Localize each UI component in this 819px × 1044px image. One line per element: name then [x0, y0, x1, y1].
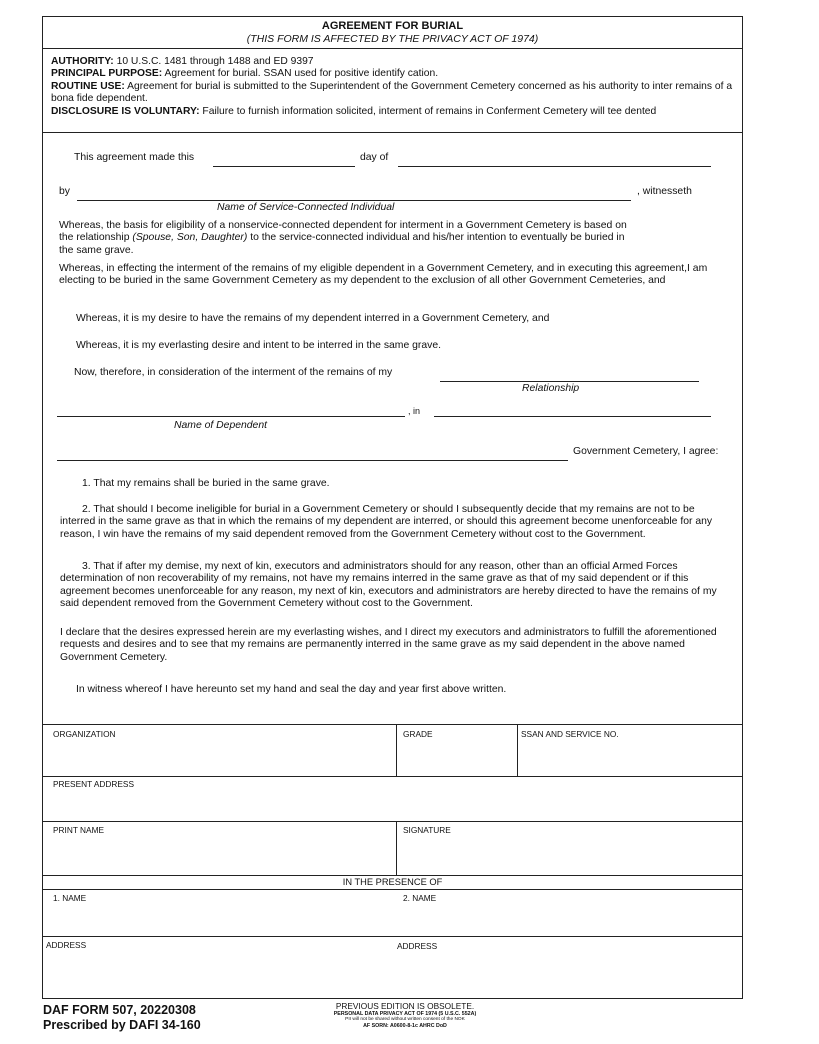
agreement-item-1: 1. That my remains shall be buried in the same grave.	[82, 478, 330, 489]
form-title: AGREEMENT FOR BURIAL	[321, 20, 464, 32]
declaration-paragraph: I declare that the desires expressed herein are my everlasting wishes, and I direct my executors and administrators to fulfill the aforementioned requests and desires and to see that my remains are permanently interred in the same grave as my said dependent in the above named Government Cemetery.	[60, 627, 717, 663]
witness-statement: In witness whereof I have hereunto set my hand and seal the day and year first above written.	[76, 684, 507, 695]
witness-1-address-label: ADDRESS	[46, 940, 87, 950]
divider	[42, 132, 743, 133]
signature-field[interactable]	[397, 836, 742, 874]
witness-2-address-field[interactable]	[397, 952, 742, 997]
divider	[42, 889, 743, 890]
witness-2-address-label: ADDRESS	[397, 941, 438, 951]
organization-field[interactable]	[43, 740, 395, 775]
date-day-field[interactable]	[213, 166, 355, 167]
print-name-label: PRINT NAME	[53, 825, 105, 835]
form-identifier: DAF FORM 507, 20220308 Prescribed by DAFI 34-160	[43, 1003, 201, 1032]
grade-label: GRADE	[403, 729, 433, 739]
print-name-field[interactable]	[43, 836, 395, 874]
in-label: , in	[408, 406, 421, 416]
presence-of-heading: IN THE PRESENCE OF	[342, 877, 443, 887]
dependent-caption: Name of Dependent	[174, 420, 267, 431]
ssan-label: SSAN AND SERVICE NO.	[521, 729, 619, 739]
agreement-item-3: 3. That if after my demise, my next of kin, executors and administrators should for any reason, other than an official Armed Forces determination of non recoverability of my remains, not have my remains interred in the same grave as that of my said dependent or if this agreement becomes unenforceable for any reason, my next of kin, executors and administrators are hereby directed to have the remains of my said dependent removed from the Government Cemetery without cost to the Government.	[60, 561, 717, 609]
agreement-made-this: This agreement made this	[74, 152, 195, 163]
footer-notice: PREVIOUS EDITION IS OBSOLETE. PERSONAL DATA PRIVACY ACT OF 1974 (5 U.S.C. 552A) PII will not be shared without written consent of the NOK AF SORN: A0600-8-1c AHRC DoD	[333, 1001, 477, 1029]
service-individual-name-field[interactable]	[77, 200, 631, 201]
date-month-year-field[interactable]	[398, 166, 711, 167]
divider	[42, 875, 743, 876]
now-therefore: Now, therefore, in consideration of the interment of the remains of my	[74, 367, 393, 378]
divider	[42, 936, 743, 937]
privacy-act-notice: (THIS FORM IS AFFECTED BY THE PRIVACY ACT OF 1974)	[246, 33, 539, 45]
witness-2-name-label: 2. NAME	[403, 893, 437, 903]
signature-label: SIGNATURE	[403, 825, 451, 835]
witness-1-address-field[interactable]	[43, 952, 395, 997]
organization-label: ORGANIZATION	[53, 729, 116, 739]
witness-2-name-field[interactable]	[397, 904, 742, 934]
present-address-label: PRESENT ADDRESS	[53, 779, 134, 789]
cemetery-name-field[interactable]	[57, 460, 568, 461]
divider	[42, 821, 743, 822]
witnesseth-label: , witnesseth	[637, 186, 692, 197]
witness-1-name-label: 1. NAME	[53, 893, 87, 903]
agreement-item-2: 2. That should I become ineligible for burial in a Government Cemetery or should I subsequently decide that my remains are not to be interred in the same grave as that in which the remains of my dependent are interred, or should this agreement become unenforceable for any reason, I win have the remains of my said dependent removed from the Government Cemetery without cost to the Government.	[60, 504, 713, 540]
whereas-effecting: Whereas, in effecting the interment of the remains of my eligible dependent in a Government Cemetery, and in executing this agreement,I am electing to be buried in the same Government Cemetery as my dependent to the exclusion of all other Government Cemeteries, and	[59, 263, 708, 287]
divider	[42, 48, 743, 49]
whereas-everlasting: Whereas, it is my everlasting desire and intent to be interred in the same grave.	[76, 340, 442, 351]
relationship-caption: Relationship	[522, 383, 580, 394]
service-individual-caption: Name of Service-Connected Individual	[217, 202, 395, 213]
divider	[42, 724, 743, 725]
privacy-statement: AUTHORITY: 10 U.S.C. 1481 through 1488 and ED 9397 PRINCIPAL PURPOSE: Agreement for burial. SSAN used for positive identify cation. ROUTINE USE: Agreement for burial is submitted to the Superintendent of the Government Cemetery concerned as his authority to inter remains of a bona fide dependent. DISCLOSURE IS VOLUNTARY: Failure to furnish information solicited, interment of remains in Conferment Cemetery will tee dented	[51, 56, 733, 117]
whereas-eligibility: Whereas, the basis for eligibility of a nonservice-connected dependent for interment in a Government Cemetery is based on the relationship (Spouse, Son, Daughter) to the service-connected individual and his/her intention to eventually be buried in the same grave.	[59, 220, 627, 256]
relationship-field[interactable]	[440, 381, 699, 382]
ssan-field[interactable]	[518, 740, 742, 775]
day-of-label: day of	[360, 152, 389, 163]
whereas-desire: Whereas, it is my desire to have the remains of my dependent interred in a Government Cemetery, and	[76, 313, 550, 324]
by-label: by	[59, 186, 70, 197]
present-address-field[interactable]	[43, 790, 742, 820]
grade-field[interactable]	[397, 740, 516, 775]
divider	[42, 776, 743, 777]
i-agree-label: Government Cemetery, I agree:	[573, 446, 719, 457]
cemetery-location-field[interactable]	[434, 416, 711, 417]
witness-1-name-field[interactable]	[43, 904, 395, 934]
dependent-name-field[interactable]	[57, 416, 405, 417]
